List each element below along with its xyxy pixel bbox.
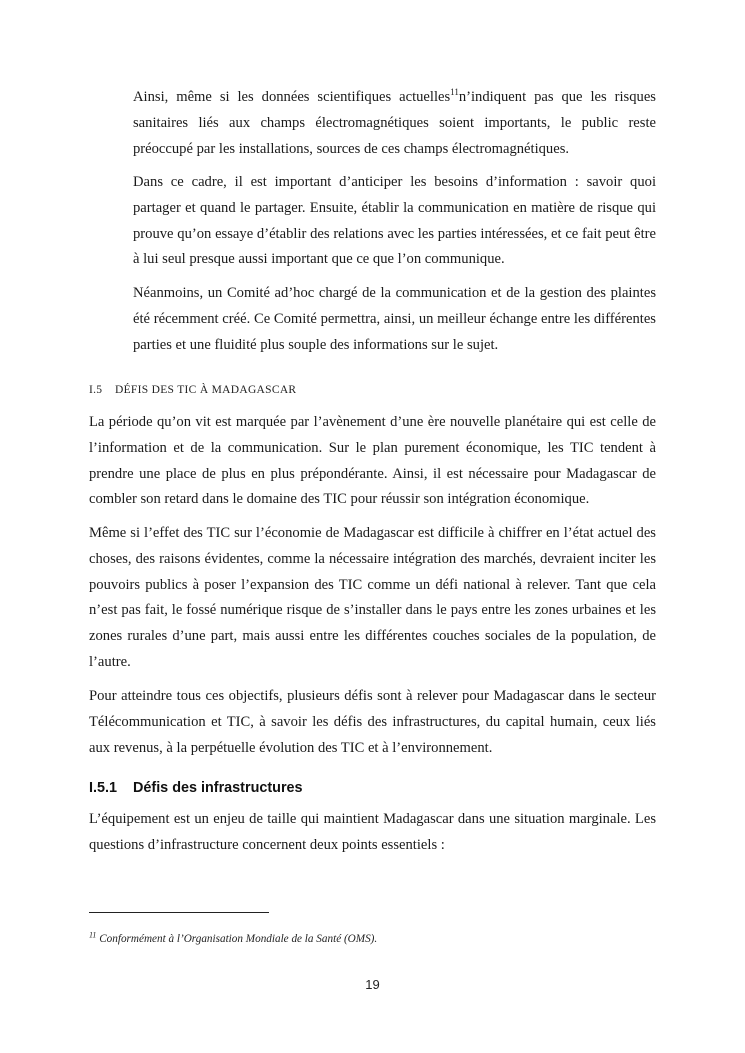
footnote-reference: 11	[450, 87, 459, 98]
subsection-number: I.5.1	[89, 780, 118, 796]
paragraph-section-2: Même si l’effet des TIC sur l’économie de Madagascar est difficile à chiffrer en l’état actuel des choses, des raisons évidentes, comme la nécessaire intégration des marchés, devraient inciter les pouvoirs publics à poser l’expansion des TIC comme un défi national à relever. Tant que cela n’est pas fait, le fossé numérique risque de s’installer dans le pays entre les zones urbaines et les zones rurales d’une part, mais aussi entre les différentes couches sociales de la population, de l’autre.	[89, 525, 656, 670]
paragraph-section-3: Pour atteindre tous ces objectifs, plusieurs défis sont à relever pour Madagascar dans le secteur Télécommunication et TIC, à savoir les défis des infrastructures, du capital humain, ceux liés aux revenus, à la perpétuelle évolution des TIC et à l’environnement.	[89, 688, 656, 756]
paragraph-text: n’indiquent pas que les risques sanitaires liés aux champs électromagnétiques soient importants, le public reste préoccupé par les installations, sources de ces champs électromagnétiques.	[133, 89, 656, 157]
section-number: I.5	[89, 384, 103, 396]
paragraph-indented-1	[133, 85, 656, 162]
footnote-text: Conformément à l’Organisation Mondiale de la Santé (OMS).	[99, 933, 378, 945]
paragraph-subsection: L’équipement est un enjeu de taille qui maintient Madagascar dans une situation marginale. Les questions d’infrastructure concernent deux points essentiels :	[89, 811, 656, 853]
paragraph-section-1: La période qu’on vit est marquée par l’avènement d’une ère nouvelle planétaire qui est celle de l’information et de la communication. Sur le plan purement économique, les TIC tendent à prendre une place de plus en plus prépondérante. Ainsi, il est nécessaire pour Madagascar de combler son retard dans le domaine des TIC pour réussir son intégration économique.	[89, 414, 656, 508]
page-number: 19	[365, 977, 380, 992]
section-title: DÉFIS DES TIC À MADAGASCAR	[115, 384, 297, 396]
footnote	[89, 930, 378, 945]
section-heading	[89, 384, 296, 396]
paragraph-indented-2: Dans ce cadre, il est important d’anticiper les besoins d’information : savoir quoi partager et quand le partager. Ensuite, établir la communication en matière de risque qui prouve qu’on essaye d’établir des relations avec les parties intéressées, et ce fait peut être à lui seul presque aussi important que ce que l’on communique.	[133, 174, 656, 268]
subsection-title: Défis des infrastructures	[133, 780, 303, 796]
footnote-number: 11	[89, 930, 97, 940]
subsection-heading	[89, 780, 303, 796]
paragraph-text: Ainsi, même si les données scientifiques actuelles	[133, 89, 451, 105]
paragraph-indented-3: Néanmoins, un Comité ad’hoc chargé de la communication et de la gestion des plaintes été récemment créé. Ce Comité permettra, ainsi, un meilleur échange entre les différentes parties et une fluidité plus souple des informations sur le sujet.	[133, 285, 656, 353]
footnote-divider	[89, 912, 269, 913]
